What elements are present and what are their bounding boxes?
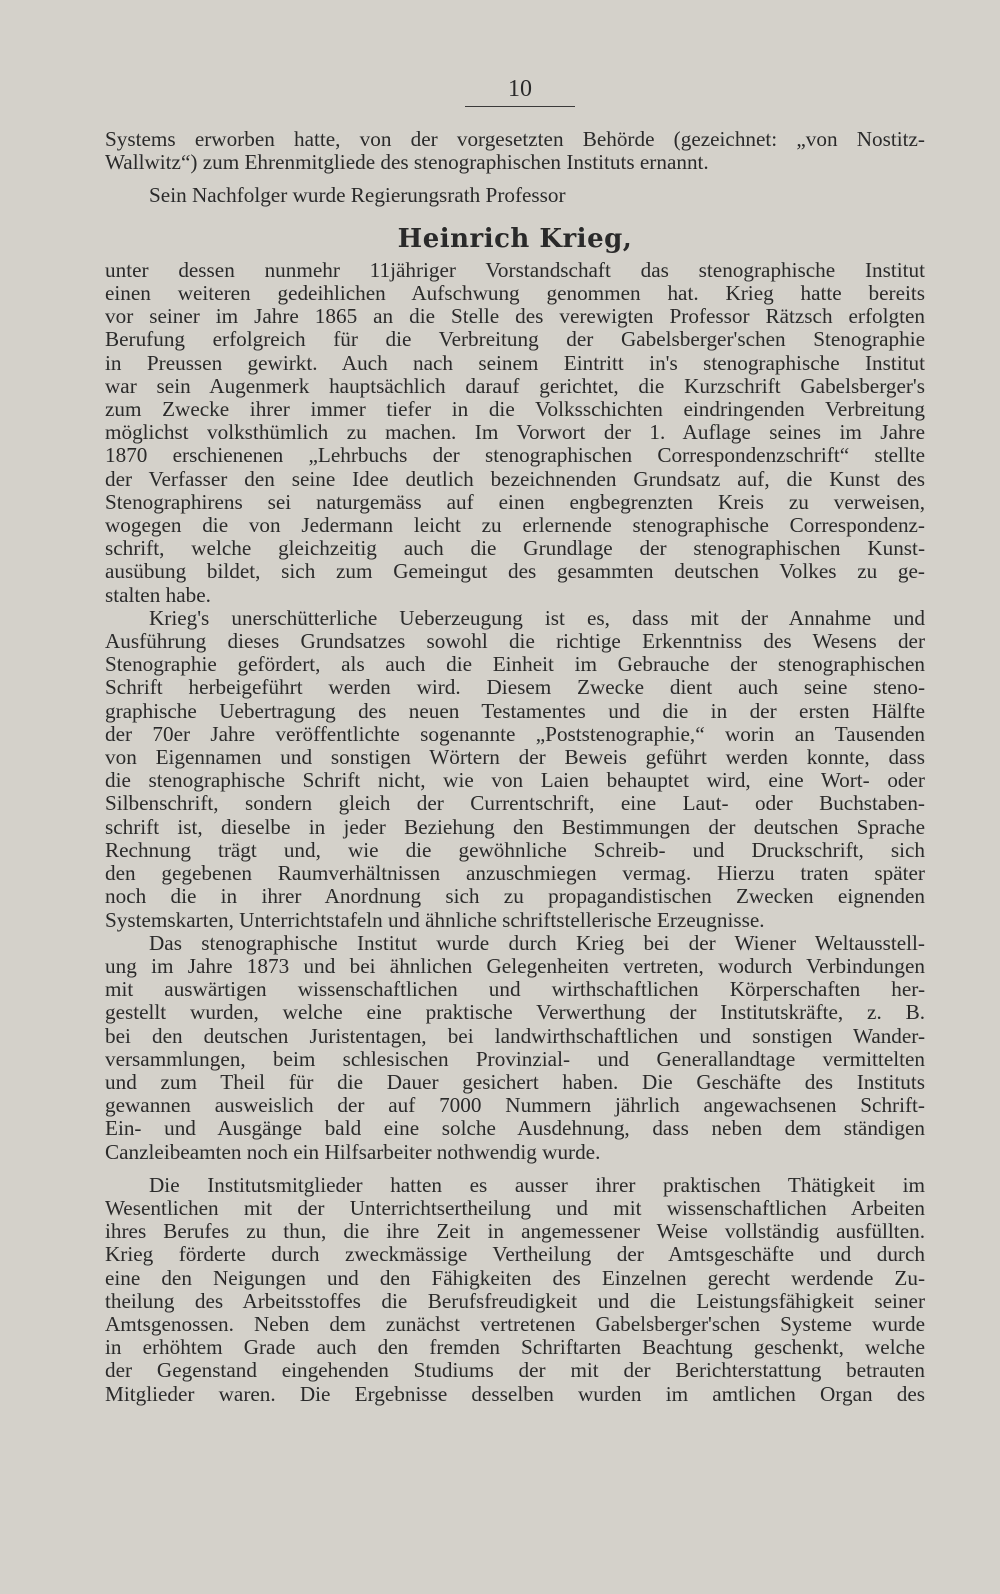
name-heading: Heinrich Krieg,: [397, 223, 633, 254]
text-line: Systems erworben hatte, von der vorgesetzten Behörde (gezeichnet: „von Nostitz-: [105, 127, 925, 151]
text-line: zum Zwecke ihrer immer tiefer in die Volksschichten eindringenden Verbreitung: [105, 397, 925, 422]
text-line: Mitglieder waren. Die Ergebnisse desselben wurden im amtlichen Organ des: [105, 1381, 925, 1406]
text-line: Wesentlichen mit der Unterrichtsertheilung und mit wissenschaftlichen Arbeiten: [105, 1195, 925, 1220]
text-line: schrift, welche gleichzeitig auch die Grundlage der stenographischen Kunst-: [105, 536, 925, 561]
paragraph-3: [105, 932, 925, 1164]
paragraph-2: [105, 607, 925, 932]
successor-paragraph: [105, 184, 925, 207]
text-line: Amtsgenossen. Neben dem zunächst vertretenen Gabelsberger'schen Systeme wurde: [105, 1311, 925, 1336]
text-line: Rechnung trägt und, wie die gewöhnliche Schreib- und Druckschrift, sich: [105, 837, 925, 862]
text-line: in Preussen gewirkt. Auch nach seinem Eintritt in's stenographische Institut: [105, 350, 925, 375]
page-number: 10: [508, 76, 532, 102]
body-text: [105, 128, 925, 1406]
text-line: der Gegenstand eingehenden Studiums der mit der Berichterstattung betrauten: [105, 1358, 925, 1383]
text-line: unter dessen nunmehr 11jähriger Vorstandschaft das stenographische Institut: [105, 257, 925, 282]
text-line: war sein Augenmerk hauptsächlich darauf gerichtet, die Kurzschrift Gabelsberger's: [105, 373, 925, 398]
text-line: gewannen ausweislich der auf 7000 Nummern jährlich angewachsenen Schrift-: [105, 1093, 925, 1118]
text-line: Ausführung dieses Grundsatzes sowohl die richtige Erkenntniss des Wesens der: [105, 629, 925, 654]
text-line: Silbenschrift, sondern gleich der Currentschrift, eine Laut- oder Buchstaben-: [105, 791, 925, 816]
paragraph-4: [105, 1174, 925, 1406]
text-line: ihres Berufes zu thun, die ihre Zeit in angemessener Weise vollständig ausfüllten.: [105, 1219, 925, 1244]
text-line: Berufung erfolgreich für die Verbreitung der Gabelsberger'schen Stenographie: [105, 327, 925, 352]
text-line: gestellt wurden, welche eine praktische Verwerthung der Institutskräfte, z. B.: [105, 1000, 925, 1025]
text-line: Systemskarten, Unterrichtstafeln und ähnliche schriftstellerische Erzeugnisse.: [105, 907, 765, 932]
text-line: und zum Theil für die Dauer gesichert haben. Die Geschäfte des Instituts: [105, 1069, 925, 1094]
intro-paragraph: [105, 128, 925, 174]
text-line: Stenographie gefördert, als auch die Einheit im Gebrauche der stenographischen: [105, 652, 925, 677]
text-line: Krieg's unerschütterliche Ueberzeugung ist es, dass mit der Annahme und: [149, 605, 925, 630]
text-line: Canzleibeamten noch ein Hilfsarbeiter nothwendig wurde.: [105, 1139, 601, 1164]
text-line: den gegebenen Raumverhältnissen anzuschmiegen vermag. Hierzu traten später: [105, 861, 925, 886]
text-line: Krieg förderte durch zweckmässige Vertheilung der Amtsgeschäfte und durch: [105, 1242, 925, 1267]
text-line: Ein- und Ausgänge bald eine solche Ausdehnung, dass neben dem ständigen: [105, 1116, 925, 1141]
text-line: eine den Neigungen und den Fähigkeiten des Einzelnen gerecht werdende Zu-: [105, 1265, 925, 1290]
text-line: vor seiner im Jahre 1865 an die Stelle des verewigten Professor Rätzsch erfolgten: [105, 304, 925, 329]
text-line: die stenographische Schrift nicht, wie von Laien behauptet wird, eine Wort- oder: [105, 768, 925, 793]
text-line: bei den deutschen Juristentagen, bei landwirthschaftlichen und sonstigen Wander-: [105, 1023, 925, 1048]
text-line: wogegen die von Jedermann leicht zu erlernende stenographische Correspondenz-: [105, 513, 925, 538]
text-line: schrift ist, dieselbe in jeder Beziehung den Bestimmungen der deutschen Sprache: [105, 814, 925, 839]
text-line: ausübung bildet, sich zum Gemeingut des gesammten deutschen Volkes zu ge-: [105, 559, 925, 584]
text-line: Wallwitz“) zum Ehrenmitgliede des stenographischen Instituts ernannt.: [105, 150, 709, 175]
paragraph-1: [105, 259, 925, 607]
text-line: von Eigennamen und sonstigen Wörtern der Beweis geführt werden konnte, dass: [105, 745, 925, 770]
text-line: möglichst volksthümlich zu machen. Im Vorwort der 1. Auflage seines im Jahre: [105, 420, 925, 445]
text-line: einen weiteren gedeihlichen Aufschwung genommen hat. Krieg hatte bereits: [105, 281, 925, 306]
text-line: Sein Nachfolger wurde Regierungsrath Professor: [149, 183, 566, 208]
page-number-rule: [465, 106, 575, 107]
text-line: Das stenographische Institut wurde durch Krieg bei der Wiener Weltausstell-: [149, 930, 925, 955]
text-line: Stenographirens sei naturgemäss auf einen engbegrenzten Kreis zu verweisen,: [105, 489, 925, 514]
text-line: Schrift herbeigeführt werden wird. Diesem Zwecke dient auch seine steno-: [105, 675, 925, 700]
text-line: in erhöhtem Grade auch den fremden Schriftarten Beachtung geschenkt, welche: [105, 1335, 925, 1360]
text-line: mit auswärtigen wissenschaftlichen und wirthschaftlichen Körperschaften her-: [105, 977, 925, 1002]
text-line: theilung des Arbeitsstoffes die Berufsfreudigkeit und die Leistungsfähigkeit seiner: [105, 1288, 925, 1313]
text-line: versammlungen, beim schlesischen Provinzial- und Generallandtage vermittelten: [105, 1046, 925, 1071]
text-line: ung im Jahre 1873 und bei ähnlichen Gelegenheiten vertreten, wodurch Verbindungen: [105, 953, 925, 978]
text-line: stalten habe.: [105, 582, 211, 607]
text-line: der Verfasser den seine Idee deutlich bezeichnenden Grundsatz auf, die Kunst des: [105, 466, 925, 491]
text-line: 1870 erschienenen „Lehrbuchs der stenographischen Correspondenzschrift“ stellte: [105, 443, 925, 468]
text-line: graphische Uebertragung des neuen Testamentes und die in der ersten Hälfte: [105, 698, 925, 723]
text-line: der 70er Jahre veröffentlichte sogenannte „Poststenographie,“ worin an Tausenden: [105, 721, 925, 746]
text-line: noch die in ihrer Anordnung sich zu propagandistischen Zwecken eignenden: [105, 884, 925, 909]
text-line: Die Institutsmitglieder hatten es ausser ihrer praktischen Thätigkeit im: [149, 1172, 925, 1197]
